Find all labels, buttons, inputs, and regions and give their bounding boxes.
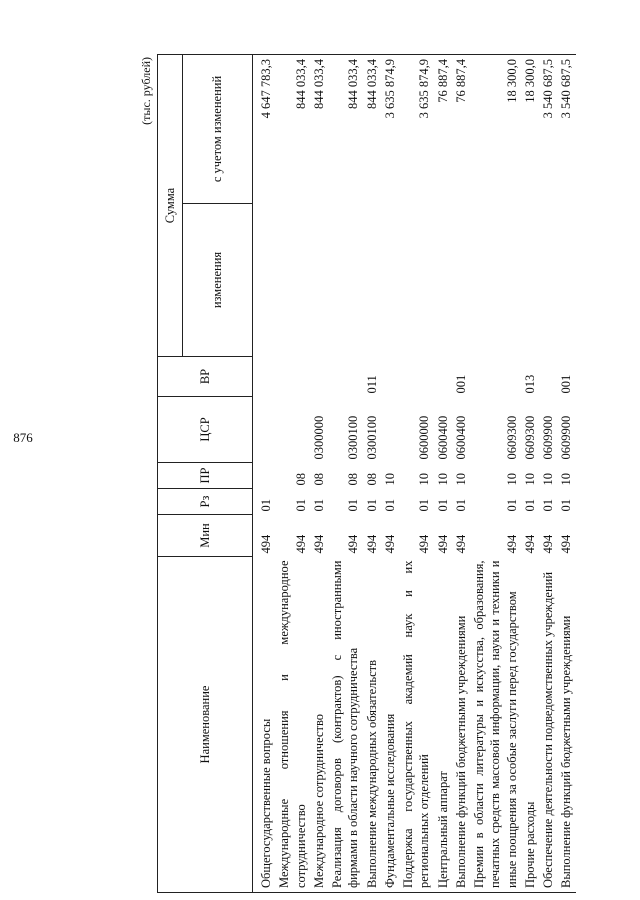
table-row	[452, 55, 470, 893]
row-csr: 0600400	[435, 415, 450, 460]
row-pr: 10	[541, 473, 555, 486]
row-name: Международные отношения и международное сотрудничество	[275, 557, 310, 893]
row-vr	[399, 357, 434, 397]
row-name: Обеспечение деятельности подведомственных учреждений	[539, 557, 557, 893]
row-min: 494	[311, 534, 326, 554]
budget-table-sheet	[135, 53, 575, 893]
row-changes	[328, 204, 363, 357]
row-vr	[470, 357, 521, 397]
row-csr: 0609300	[522, 415, 537, 460]
row-name: Выполнение международных обязательств	[363, 557, 381, 893]
row-vr	[275, 357, 310, 397]
row-changes	[363, 204, 381, 357]
row-min: 494	[504, 534, 519, 554]
row-changes	[452, 204, 470, 357]
row-name: Международное сотрудничество	[310, 557, 328, 893]
table-row	[557, 55, 575, 893]
page-number: 876	[13, 430, 33, 445]
row-total: 3 540 687,5	[539, 55, 557, 204]
table-row	[539, 55, 557, 893]
row-csr: 0300100	[364, 415, 379, 460]
row-csr: 0300000	[311, 415, 326, 460]
row-name: Поддержка государственных академий наук и их региональных отделений	[399, 557, 434, 893]
row-vr: 013	[522, 374, 537, 394]
row-name: Общегосударственные вопросы	[253, 557, 276, 893]
row-pr: 10	[522, 473, 537, 486]
header-changes: изменения	[183, 204, 253, 357]
row-min: 494	[559, 534, 574, 554]
row-pr: 08	[293, 473, 308, 486]
header-pr: ПР	[158, 463, 253, 489]
header-vr: ВР	[158, 357, 253, 397]
row-total: 844 033,4	[275, 55, 310, 204]
row-vr: 001	[559, 374, 574, 394]
table-row	[328, 55, 363, 893]
row-total: 844 033,4	[310, 55, 328, 204]
table-row	[310, 55, 328, 893]
header-name: Наименование	[158, 557, 253, 893]
row-rz: 01	[453, 499, 468, 512]
table-row	[399, 55, 434, 893]
row-min: 494	[522, 534, 537, 554]
row-rz: 01	[311, 499, 326, 512]
table-row	[275, 55, 310, 893]
row-rz: 01	[541, 499, 555, 512]
row-total: 4 647 783,3	[253, 55, 276, 204]
row-changes	[539, 204, 557, 357]
row-name: Выполнение функций бюджетными учреждениями	[557, 557, 575, 893]
table-row	[381, 55, 399, 893]
row-min: 494	[346, 534, 361, 554]
table-row	[470, 55, 521, 893]
budget-table	[157, 54, 576, 893]
units-label: (тыс. рублей)	[139, 57, 153, 125]
row-changes	[557, 204, 575, 357]
row-total: 76 887,4	[452, 55, 470, 204]
row-changes	[253, 204, 276, 357]
row-pr: 10	[559, 473, 574, 486]
row-csr: 0300100	[346, 415, 361, 460]
row-vr	[434, 357, 452, 397]
row-pr: 10	[453, 473, 468, 486]
row-total: 76 887,4	[434, 55, 452, 204]
row-rz: 01	[417, 499, 432, 512]
row-min: 494	[293, 534, 308, 554]
row-rz: 01	[346, 499, 361, 512]
row-min: 494	[435, 534, 450, 554]
row-changes	[381, 204, 399, 357]
row-total: 18 300,0	[521, 55, 539, 204]
row-min: 494	[453, 534, 468, 554]
row-pr: 08	[311, 473, 326, 486]
table-row	[434, 55, 452, 893]
row-total: 3 540 687,5	[557, 55, 575, 204]
row-name: Прочие расходы	[521, 557, 539, 893]
row-vr: 011	[364, 375, 379, 394]
row-total: 3 635 874,9	[381, 55, 399, 204]
row-rz: 01	[559, 499, 574, 512]
row-csr	[275, 397, 310, 463]
row-csr: 0609900	[541, 415, 555, 460]
row-pr: 10	[417, 473, 432, 486]
row-changes	[275, 204, 310, 357]
row-total: 3 635 874,9	[399, 55, 434, 204]
row-pr: 10	[382, 473, 397, 486]
row-csr: 0600400	[453, 415, 468, 460]
row-pr: 10	[504, 473, 519, 486]
row-total: 844 033,4	[363, 55, 381, 204]
row-csr: 0600000	[417, 415, 432, 460]
table-row	[521, 55, 539, 893]
header-min: Мин	[158, 515, 253, 557]
row-rz: 01	[522, 499, 537, 512]
header-csr: ЦСР	[158, 397, 253, 463]
row-rz: 01	[504, 499, 519, 512]
table-row	[363, 55, 381, 893]
row-pr: 08	[364, 473, 379, 486]
header-rz: Рз	[158, 489, 253, 515]
row-vr	[328, 357, 363, 397]
header-with-changes: с учетом изменений	[183, 55, 253, 204]
row-rz: 01	[364, 499, 379, 512]
table-row	[253, 55, 276, 893]
row-csr: 0609300	[504, 415, 519, 460]
row-pr: 10	[435, 473, 450, 486]
header-sum: Сумма	[158, 55, 183, 357]
row-changes	[470, 204, 521, 357]
row-name: Премии в области литературы и искусства, образования, печатных средств массовой информации, науки и техники и иные поощрения за особые заслуги перед государством	[470, 557, 521, 893]
row-rz: 01	[293, 499, 308, 512]
row-vr	[253, 357, 276, 397]
row-changes	[521, 204, 539, 357]
row-vr	[381, 357, 399, 397]
row-rz: 01	[382, 499, 397, 512]
row-vr: 001	[453, 374, 468, 394]
row-name: Центральный аппарат	[434, 557, 452, 893]
row-total: 844 033,4	[328, 55, 363, 204]
row-csr	[253, 397, 276, 463]
row-vr	[310, 357, 328, 397]
row-changes	[310, 204, 328, 357]
row-changes	[434, 204, 452, 357]
row-min: 494	[259, 534, 273, 554]
row-min: 494	[382, 534, 397, 554]
row-total: 18 300,0	[470, 55, 521, 204]
row-vr	[539, 357, 557, 397]
row-csr	[381, 397, 399, 463]
row-pr	[253, 463, 276, 489]
row-name: Реализация договоров (контрактов) с иностранными фирмами в области научного сотрудничества	[328, 557, 363, 893]
row-min: 494	[541, 534, 555, 554]
row-min: 494	[417, 534, 432, 554]
row-min: 494	[364, 534, 379, 554]
row-name: Фундаментальные исследования	[381, 557, 399, 893]
row-changes	[399, 204, 434, 357]
row-pr: 08	[346, 473, 361, 486]
row-csr: 0609900	[559, 415, 574, 460]
row-name: Выполнение функций бюджетными учреждениями	[452, 557, 470, 893]
row-rz: 01	[259, 499, 273, 512]
row-rz: 01	[435, 499, 450, 512]
